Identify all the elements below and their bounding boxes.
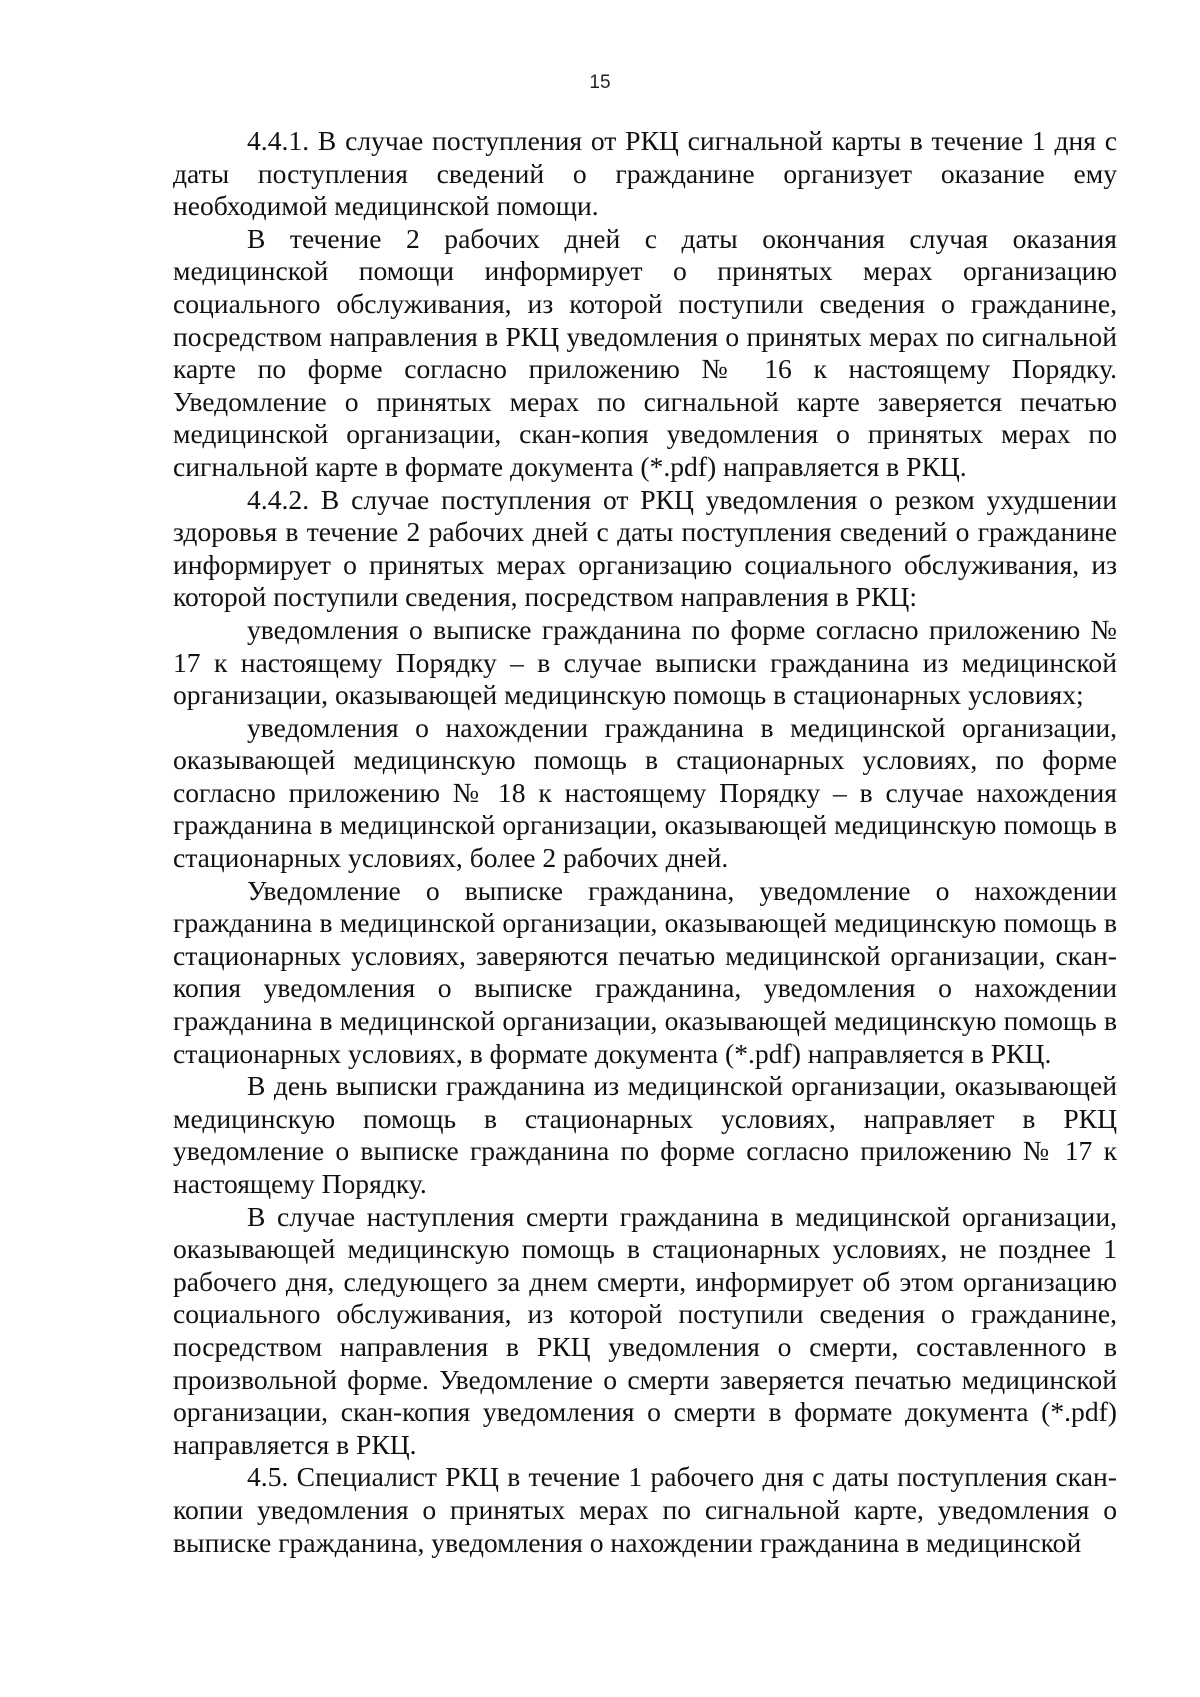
paragraph-notification-measures: В течение 2 рабочих дней с даты окончания случая оказания медицинской помощи информирует о принятых мерах организацию социального обслуживания, из которой поступили сведения о гражданине, посредством направления в РКЦ уведомления о принятых мерах по сигнальной карте по форме согласно приложению № 16 к настоящему Порядку. Уведомление о принятых мерах по сигнальной карте заверяется печатью медицинской организации, скан-копия уведомления о принятых мерах по сигнальной карте в формате документа (*.pdf) направляется в РКЦ. xyxy=(173,222,1117,482)
paragraph-certification: Уведомление о выписке гражданина, уведомление о нахождении гражданина в медицинской организации, оказывающей медицинскую помощь в стационарных условиях, заверяются печатью медицинской организации, скан-копия уведомления о выписке гражданина, уведомления о нахождении гражданина в медицинской организации, оказывающей медицинскую помощь в стационарных условиях, в формате документа (*.pdf) направляется в РКЦ. xyxy=(173,874,1117,1069)
page-number: 15 xyxy=(589,72,611,93)
paragraph-discharge-day: В день выписки гражданина из медицинской организации, оказывающей медицинскую помощь в стационарных условиях, направляет в РКЦ уведомление о выписке гражданина по форме согласно приложению № 17 к настоящему Порядку. xyxy=(173,1070,1117,1199)
paragraph-4-4-2: 4.4.2. В случае поступления от РКЦ уведомления о резком ухудшении здоровья в течение 2 рабочих дней с даты поступления сведений о гражданине информирует о принятых мерах организацию социального обслуживания, из которой поступили сведения, посредством направления в РКЦ: xyxy=(173,483,1117,613)
paragraph-4-4-1: 4.4.1. В случае поступления от РКЦ сигнальной карты в течение 1 дня с даты поступления сведений о гражданине организует оказание ему необходимой медицинской помощи. xyxy=(173,125,1117,222)
document-body xyxy=(173,125,1117,1559)
paragraph-death-notice: В случае наступления смерти гражданина в медицинской организации, оказывающей медицинскую помощь в стационарных условиях, не позднее 1 рабочего дня, следующего за днем смерти, информирует об этом организацию социального обслуживания, из которой поступили сведения о гражданине, посредством направления в РКЦ уведомления о смерти, составленного в произвольной форме. Уведомление о смерти заверяется печатью медицинской организации, скан-копия уведомления о смерти в формате документа (*.pdf) направляется в РКЦ. xyxy=(173,1200,1117,1460)
paragraph-stay-notice: уведомления о нахождении гражданина в медицинской организации, оказывающей медицинскую помощь в стационарных условиях, по форме согласно приложению № 18 к настоящему Порядку – в случае нахождения гражданина в медицинской организации, оказывающей медицинскую помощь в стационарных условиях, более 2 рабочих дней. xyxy=(173,711,1117,874)
paragraph-4-5: 4.5. Специалист РКЦ в течение 1 рабочего дня с даты поступления скан-копии уведомления о принятых мерах по сигнальной карте, уведомления о выписке гражданина, уведомления о нахождении гражданина в медицинской xyxy=(173,1461,1117,1558)
paragraph-discharge-notice: уведомления о выписке гражданина по форме согласно приложению № 17 к настоящему Порядку – в случае выписки гражданина из медицинской организации, оказывающей медицинскую помощь в стационарных условиях; xyxy=(173,613,1117,711)
